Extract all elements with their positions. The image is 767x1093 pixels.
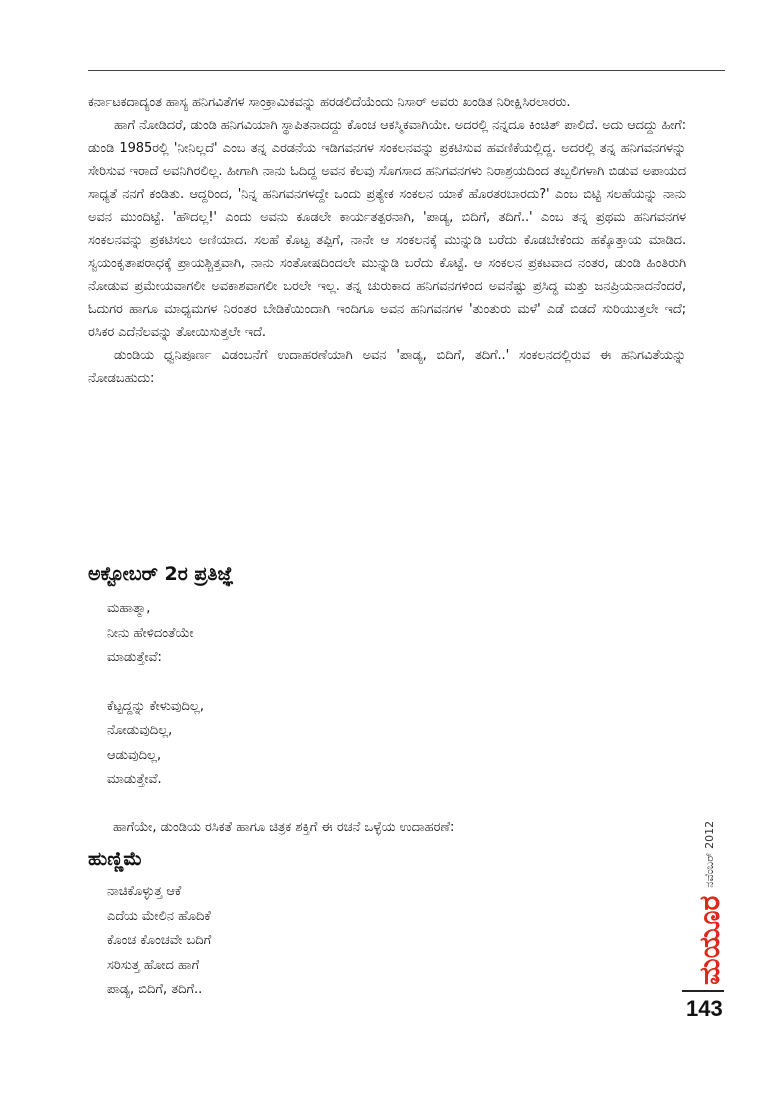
poem-1-body <box>107 597 204 793</box>
paragraph-2: ಹಾಗೆ ನೋಡಿದರೆ, ಡುಂಡಿ ಹನಿಗವಿಯಾಗಿ ಸ್ಥಾಪಿತನಾದದ್ದು ಕೊಂಚ ಆಕಸ್ಮಿಕವಾಗಿಯೇ. ಅದರಲ್ಲಿ ನನ್ನದೂ ಕಿಂಚಿತ್ ಪಾಲಿದೆ. ಅದು ಆದದ್ದು ಹೀಗೆ: ಡುಂಡಿ 1985ರಲ್ಲಿ 'ನೀನಿಲ್ಲದೆ' ಎಂಬ ತನ್ನ ಎರಡನೆಯ ಇಡಿಗವನಗಳ ಸಂಕಲನವನ್ನು ಪ್ರಕಟಿಸುವ ಹವಣಿಕೆಯಲ್ಲಿದ್ದ. ಅದರಲ್ಲಿ ತನ್ನ ಹನಿಗವನಗಳನ್ನು ಸೇರಿಸುವ ಇರಾದೆ ಅವನಿಗಿರಲಿಲ್ಲ. ಹೀಗಾಗಿ ನಾನು ಓದಿದ್ದ ಅವನ ಕೆಲವು ಸೊಗಸಾದ ಹನಿಗವನಗಳು ನಿರಾಶ್ರಯದಿಂದ ತಬ್ಬಲಿಗಳಾಗಿ ಬಿಡುವ ಅಪಾಯದ ಸಾಧ್ಯತೆ ನನಗೆ ಕಂಡಿತು. ಆದ್ದರಿಂದ, 'ನಿನ್ನ ಹನಿಗವನಗಳದ್ದೇ ಒಂದು ಪ್ರತ್ಯೇಕ ಸಂಕಲನ ಯಾಕೆ ಹೊರತರಬಾರದು?' ಎಂಬ ಬಿಟ್ಟಿ ಸಲಹೆಯನ್ನು ನಾನು ಅವನ ಮುಂದಿಟ್ಟೆ. 'ಹೌದಲ್ಲ!' ಎಂದು ಅವನು ಕೂಡಲೇ ಕಾರ್ಯತತ್ಪರನಾಗಿ, 'ಪಾಡ್ಯ, ಬಿದಿಗೆ, ತದಿಗೆ..' ಎಂಬ ತನ್ನ ಪ್ರಥಮ ಹನಿಗವನಗಳ ಸಂಕಲನವನ್ನು ಪ್ರಕಟಿಸಲು ಅಣಿಯಾದ. ಸಲಹೆ ಕೊಟ್ಟ ತಪ್ಪಿಗೆ, ನಾನೇ ಆ ಸಂಕಲನಕ್ಕೆ ಮುನ್ನುಡಿ ಬರೆದು ಕೊಡಬೇಕೆಂದು ಹಕ್ಕೊತ್ತಾಯ ಮಾಡಿದ. ಸ್ವಯಂಕೃತಾಪರಾಧಕ್ಕೆ ಪ್ರಾಯಶ್ಚಿತ್ತವಾಗಿ, ನಾನು ಸಂತೋಷದಿಂದಲೇ ಮುನ್ನುಡಿ ಬರೆದು ಕೊಟ್ಟೆ. ಆ ಸಂಕಲನ ಪ್ರಕಟವಾದ ನಂತರ, ಡುಂಡಿ ಹಿಂತಿರುಗಿ ನೋಡುವ ಪ್ರಮೇಯವಾಗಲೀ ಅವಕಾಶವಾಗಲೀ ಬರಲೇ ಇಲ್ಲ. ತನ್ನ ಚುರುಕಾದ ಹನಿಗವನಗಳಿಂದ ಅವನೆಷ್ಟು ಪ್ರಸಿದ್ಧ ಮತ್ತು ಜನಪ್ರಿಯನಾದನೆಂದರೆ, ಓದುಗರ ಹಾಗೂ ಮಾಧ್ಯಮಗಳ ನಿರಂತರ ಬೇಡಿಕೆಯಿಂದಾಗಿ ಇಂದಿಗೂ ಅವನ ಹನಿಗವನಗಳ 'ತುಂತುರು ಮಳೆ' ಎಡೆ ಬಿಡದೆ ಸುರಿಯುತ್ತಲೇ ಇದೆ; ರಸಿಕರ ಎದೆನೆಲವನ್ನು ತೋಯಿಸುತ್ತಲೇ ಇದೆ. <box>88 118 686 340</box>
paragraph-1: ಕರ್ನಾಟಕದಾದ್ಯಂತ ಹಾಸ್ಯ ಹನಿಗವಿತೆಗಳ ಸಾಂಕ್ರಾಮಿಕವನ್ನು ಹರಡಲಿದೆಯೆಂದು ನಿಸಾರ್ ಅವರು ಖಂಡಿತ ನಿರೀಕ್ಷಿಸಿರಲಾರರು. <box>88 95 571 110</box>
poem-line: ಆಡುವುದಿಲ್ಲ, <box>107 747 162 763</box>
poem-1-title: ಅಕ್ಟೋಬರ್ 2ರ ಪ್ರತಿಜ್ಞೆ <box>88 563 234 585</box>
stanza-gap <box>107 671 204 695</box>
poem-2-intro: ಹಾಗೆಯೇ, ಡುಂಡಿಯ ರಸಿಕತೆ ಹಾಗೂ ಚಿತ್ರಕ ಶಕ್ತಿಗೆ ಈ ರಚನೆ ಒಳ್ಳೆಯ ಉದಾಹರಣೆ: <box>113 820 455 835</box>
poem-line: ಮಾಡುತ್ತೇವೆ: <box>107 650 162 665</box>
page-number: 143 <box>686 996 723 1021</box>
poem-line: ಕೆಟ್ಟದ್ದನ್ನು ಕೇಳುವುದಿಲ್ಲ, <box>107 698 205 714</box>
poem-line: ಪಾಡ್ಯ, ಬಿದಿಗೆ, ತದಿಗೆ.. <box>107 982 203 997</box>
poem-line: ನೋಡುವುದಿಲ್ಲ, <box>107 723 173 738</box>
article-body <box>88 91 686 390</box>
top-rule <box>88 70 725 71</box>
poem-line: ನಾಚಿಕೊಳ್ಳುತ್ತ ಆಕೆ <box>107 884 182 899</box>
poem-2-body <box>107 880 211 1003</box>
poem-line: ಸರಿಸುತ್ತ ಹೋದ ಹಾಗೆ <box>107 957 200 973</box>
poem-line: ಮಹಾತ್ಮಾ, <box>107 601 151 616</box>
paragraph-3: ಡುಂಡಿಯ ಧ್ವನಿಪೂರ್ಣ ವಿಡಂಬನೆಗೆ ಉದಾಹರಣೆಯಾಗಿ ಅವನ 'ಪಾಡ್ಯ, ಬಿದಿಗೆ, ತದಿಗೆ..' ಸಂಕಲನದಲ್ಲಿರುವ ಈ ಹನಿಗವಿತೆಯನ್ನು ನೋಡಬಹುದು: <box>88 348 686 386</box>
poem-line: ಕೊಂಚ ಕೊಂಚವೇ ಬದಿಗೆ <box>107 933 212 948</box>
poem-line: ಎದೆಯ ಮೇಲಿನ ಹೊದಿಕೆ <box>107 908 211 924</box>
magazine-masthead <box>693 821 727 985</box>
poem-line: ಮಾಡುತ್ತೇವೆ. <box>107 772 162 787</box>
page-number-rule <box>682 990 724 992</box>
magazine-name: ಮಯೂರ <box>693 895 726 985</box>
poem-2-title: ಹುಣ್ಣಿಮೆ <box>88 848 143 870</box>
poem-line: ನೀನು ಹೇಳಿದಂತೆಯೇ <box>107 625 194 641</box>
issue-date: ನವೆಂಬರ್ 2012 <box>703 820 716 888</box>
